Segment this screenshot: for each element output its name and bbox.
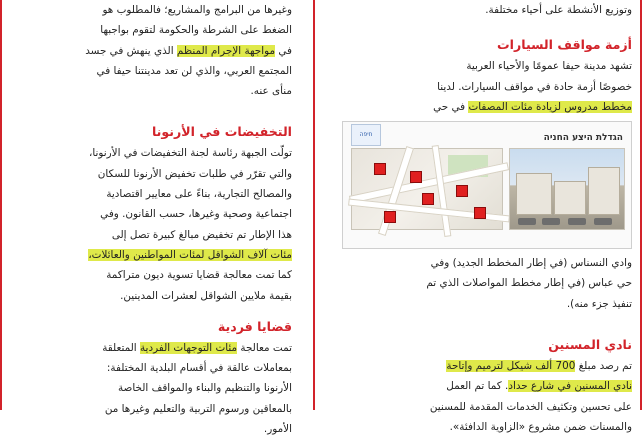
parking-marker-icon [374,163,386,175]
text-line [338,356,632,376]
intro-section [6,0,292,101]
parking-marker-icon [384,211,396,223]
seniors-club-section [338,334,632,437]
text-line: المجتمع العربي، والذي لن تعد مدينتنا حيفا في [96,64,292,77]
parking-marker-icon [422,193,434,205]
parking-plan-figure [342,121,632,249]
text-line: وغيرها من البرامج والمشاريع؛ فالمطلوب هو [102,4,292,16]
text-line: تشهد مدينة حيفا عمومًا والأحياء العربية [466,60,632,73]
text-line: تنفيذ جزء منه). [566,297,632,310]
municipality-logo: חיפה [351,124,381,146]
highlighted-text: مئات آلاف الشواقل لمئات المواطنين والعائلات، [88,248,292,261]
right-column [338,0,632,437]
text-line [6,41,292,61]
arnona-section [6,121,292,305]
text-line: وتوزيع الأنشطة على أحياء مختلفة. [485,4,632,16]
text-line: بقيمة ملايين الشواقل لعشرات المدينين. [120,289,292,302]
text-run: المتعلقة [102,341,140,354]
individual-cases-heading: قضايا فردية [217,318,292,334]
text-run: تمت معالجة [237,341,292,354]
left-edge-rule [0,0,2,410]
text-line: حي عباس (في إطار مخطط المواصلات الذي تم [426,277,632,290]
text-run: الذي ينهش في جسد [85,44,177,57]
parking-marker-icon [410,171,422,183]
text-line: بمعاملات عالقة في أقسام البلدية المختلفة: [106,362,292,375]
text-line: على تحسين وتكثيف الخدمات المقدمة للمسنين [429,400,632,413]
text-line: كما تمت معالجة قضايا تسوية ديون متراكمة [106,269,292,282]
text-run: تم رصد مبلغ [575,360,632,373]
column-divider [313,0,315,410]
text-run: في حي [433,100,469,113]
parking-heading: أزمة مواقف السيارات [497,37,632,53]
text-line: هذا الإطار تم تخفيض مبالغ كبيرة تصل إلى [111,228,292,241]
text-line [338,376,632,396]
seniors-club-heading: نادي المسنين [548,337,632,353]
text-line: تولّت الجبهة رئاسة لجنة التخفيضات في الأرنونا، [88,147,292,160]
highlighted-text: مواجهة الإجرام المنظم [176,44,276,57]
figure-footnote [351,234,623,244]
text-run: . كما تم العمل [446,380,509,393]
parking-section [338,34,632,117]
text-line: خصوصًا أزمة حادة في مواقف السيارات. لدينا [437,80,632,93]
parking-lot-photo [509,148,625,230]
parking-continued [338,253,632,314]
text-line: وادي النسناس (في إطار المخطط الجديد) وفي [430,257,632,270]
individual-cases-section [6,316,292,439]
text-line: اجتماعية وصحية وغيرها، حسب القانون. وفي [100,208,292,221]
text-line: الأمور. [263,423,292,436]
text-line: الأرنونا والتنظيم والبناء والمواقف الخاصة [117,382,292,395]
text-line: والمسنات ضمن مشروع «الزاوية الدافئة». [449,420,632,433]
text-line: منأى عنه. [250,85,292,98]
text-line [338,97,632,117]
text-line [6,245,292,265]
parking-map-image [351,148,503,230]
highlighted-text: مئات التوجهات الفردية [139,341,238,354]
text-line: بالمعاقين ورسوم التربية والتعليم وغيرها من [104,402,292,415]
parking-marker-icon [456,185,468,197]
text-run: في [275,44,292,57]
highlighted-text: نادي المسنين في شارع حداد [508,380,632,393]
text-line: والتي تقرّر في طلبات تخفيض الأرنونا للسكان [97,167,292,180]
left-column [6,0,292,439]
parking-marker-icon [474,207,486,219]
arnona-heading: التخفيضات في الأرنونا [151,124,292,140]
figure-caption: הגדלת היצע החניה [543,133,623,144]
text-line [6,338,292,358]
text-line: الضغط على الشرطة والحكومة لتقوم بواجبها [100,24,292,37]
highlighted-text: مخطط مدروس لزيادة مئات المصفات [468,100,632,113]
text-line: والمصالح التجارية، بناءً على معايير اقتصادية [106,188,292,201]
highlighted-text: 700 ألف شيكل لترميم وإتاحة [446,360,576,373]
